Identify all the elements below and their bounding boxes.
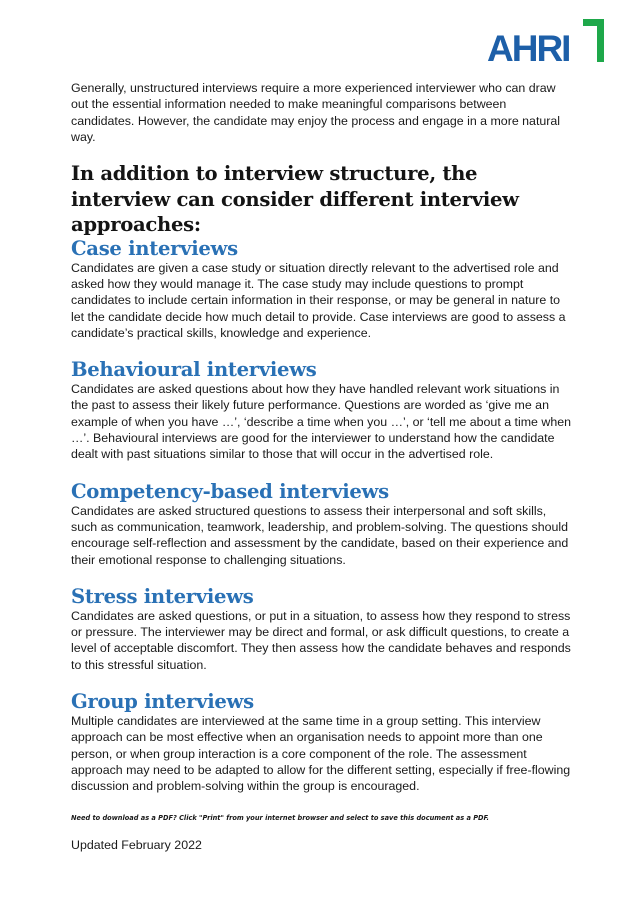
section-body: Candidates are given a case study or situation directly relevant to the advertised role and asked how they would manage it. The case study may include questions to prompt candidates to include certain information in their response, or may be general in nature to let the candidate decide how much detail to provide. Case interviews are good to assess a candidate’s practical skills, knowledge and experience. bbox=[71, 260, 566, 340]
section-competency-based-interviews bbox=[71, 481, 571, 568]
section-group-interviews bbox=[71, 691, 571, 794]
document-body bbox=[71, 80, 571, 852]
section-heading: Stress interviews bbox=[71, 584, 254, 608]
pdf-download-note: Need to download as a PDF? Click "Print" from your internet browser and select to save this document as a PDF. bbox=[71, 813, 490, 822]
section-body: Candidates are asked questions about how they have handled relevant work situations in the past to assess their likely future performance. Questions are worded as ‘give me an example of when you have …’, ‘describe a time when you …’, or ‘tell me about a time when …’. Behavioural interviews are good for the interviewer to understand how the candidate dealt with past situations similar to those that will occur in the advertised role. bbox=[71, 382, 572, 462]
section-body: Candidates are asked structured questions to assess their interpersonal and soft skills, such as communication, teamwork, leadership, and problem-solving. The questions should encourage self-reflection and assessment by the candidate, based on their experience and their emotional response to challenging situations. bbox=[71, 503, 569, 567]
section-body: Candidates are asked questions, or put in a situation, to assess how they respond to stress or pressure. The interviewer may be direct and formal, or ask difficult questions, to create a level of acceptable discomfort. They then assess how the candidate behaves and responds to this stressful situation. bbox=[71, 608, 571, 672]
logo-accent-mark bbox=[583, 19, 604, 62]
section-heading: Competency-based interviews bbox=[71, 479, 389, 503]
section-behavioural-interviews bbox=[71, 359, 571, 462]
section-heading: Behavioural interviews bbox=[71, 358, 317, 382]
main-heading: In addition to interview structure, the interview can consider different interview approaches: bbox=[71, 162, 519, 237]
section-stress-interviews bbox=[71, 586, 571, 673]
logo-text: AHRI bbox=[487, 28, 570, 64]
section-heading: Group interviews bbox=[71, 690, 254, 714]
ahri-logo bbox=[487, 16, 604, 64]
section-case-interviews bbox=[71, 238, 571, 341]
updated-date: Updated February 2022 bbox=[71, 837, 202, 852]
intro-paragraph: Generally, unstructured interviews require a more experienced interviewer who can draw out the essential information needed to make meaningful comparisons between candidates. However, the candidate may enjoy the process and engage in a more natural way. bbox=[71, 81, 561, 144]
section-body: Multiple candidates are interviewed at the same time in a group setting. This interview approach can be most effective when an organisation needs to appoint more than one person, or when group interaction is a core component of the role. The assessment approach may need to be adapted to allow for the different setting, especially if free-flowing discussion and problem-solving within the group is encouraged. bbox=[71, 714, 571, 794]
section-heading: Case interviews bbox=[71, 236, 238, 260]
